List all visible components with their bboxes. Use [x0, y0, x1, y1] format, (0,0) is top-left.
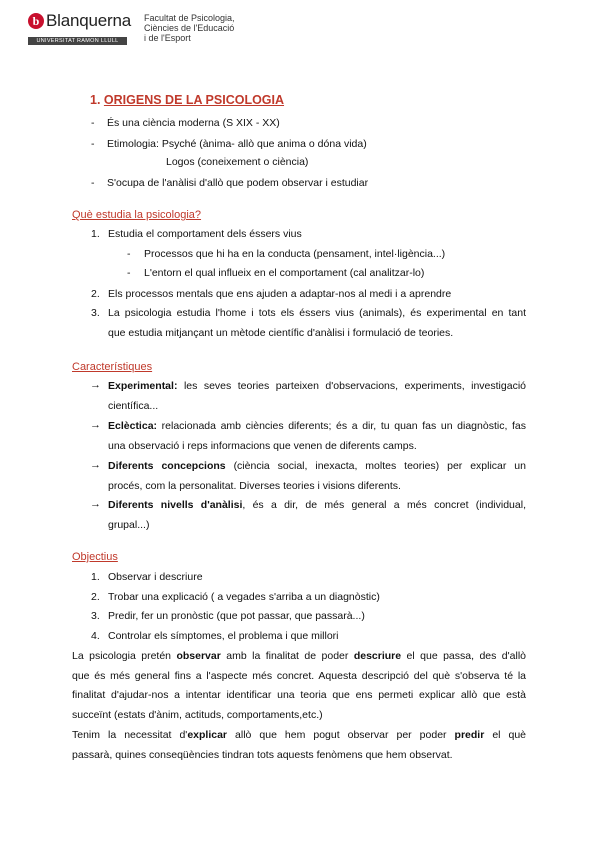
- char-4-label: Diferents nivells d'anàlisi: [108, 499, 243, 511]
- study-sub-2: L'entorn el qual influeix en el comportament (cal analitzar-lo): [144, 267, 425, 279]
- char-1-label: Experimental:: [108, 380, 178, 392]
- p2-text-a: Tenim la necessitat d': [72, 729, 188, 741]
- paragraph-1-line-3: finalitat d'ajudar-nos a intentar identificar una teoria que ens permeti explicar allò que està: [72, 689, 526, 701]
- char-4-line-1: [108, 499, 526, 512]
- logo-mark-icon: b: [28, 13, 44, 29]
- objective-3: Predir, fer un pronòstic (que pot passar, que passarà...): [108, 610, 365, 622]
- paragraph-1-line-1: [72, 650, 526, 663]
- p1-text-a: La psicologia pretén: [72, 650, 172, 662]
- char-4-text: , és a dir, de més general a més concret (individual,: [242, 499, 526, 511]
- origins-item-1: És una ciència moderna (S XIX - XX): [107, 117, 280, 129]
- bullet-dash: -: [91, 138, 95, 150]
- char-3-line-1: [108, 460, 526, 473]
- char-2-line-1: [108, 420, 526, 433]
- char-4-line-2: grupal...): [108, 519, 150, 531]
- section-heading-study: Què estudia la psicologia?: [72, 209, 202, 221]
- study-item-3b: que estudia mitjançant un mètode científic d'anàlisi i formulació de teories.: [108, 327, 454, 339]
- char-3-text: (ciència social, inexacta, moltes teories) per explicar un: [233, 460, 526, 472]
- faculty-line-1: Facultat de Psicologia,: [144, 13, 235, 23]
- page-title: [90, 93, 284, 107]
- arrow-right-icon: →: [90, 498, 101, 510]
- p2-bold-predir: predir: [454, 729, 485, 741]
- section-heading-characteristics: Característiques: [72, 361, 153, 373]
- study-item-2: Els processos mentals que ens ajuden a adaptar-nos al medi i a aprendre: [108, 288, 452, 300]
- bullet-dash: -: [127, 267, 131, 279]
- blanquerna-logo: [28, 11, 131, 45]
- char-2-line-2: una observació i reps informacions que venen de diferents camps.: [108, 440, 417, 452]
- origins-item-2: Etimologia: Psyché (ànima- allò que anima o dóna vida): [107, 138, 367, 150]
- arrow-right-icon: →: [90, 419, 101, 431]
- paragraph-2-line-2: passarà, quines conseqüències tindran tots aquests fenòmens que hem observat.: [72, 749, 453, 761]
- section-heading-objectives: Objectius: [72, 551, 118, 563]
- list-number: 2.: [91, 288, 100, 300]
- faculty-line-3: i de l'Esport: [144, 33, 191, 43]
- bullet-dash: -: [127, 248, 131, 260]
- char-2-label: Eclèctica:: [108, 420, 158, 432]
- p1-bold-descriure: descriure: [353, 650, 402, 662]
- study-item-1: Estudia el comportament dels éssers vius: [108, 228, 302, 240]
- p2-bold-explicar: explicar: [187, 729, 228, 741]
- arrow-right-icon: →: [90, 459, 101, 471]
- paragraph-2-line-1: [72, 729, 526, 742]
- logo-subtitle: UNIVERSITAT RAMON LLULL: [28, 37, 127, 45]
- origins-item-2b: Logos (coneixement o ciència): [166, 156, 309, 168]
- list-number: 2.: [91, 591, 100, 603]
- faculty-name: [144, 13, 254, 43]
- p2-text-d: el què: [492, 729, 527, 741]
- study-sub-1: Processos que hi ha en la conducta (pensament, intel·ligència...): [144, 248, 446, 260]
- list-number: 1.: [91, 228, 100, 240]
- list-number: 3.: [91, 307, 100, 319]
- objective-1: Observar i descriure: [108, 571, 203, 583]
- char-3-line-2: procés, com la personalitat. Diverses teories i visions diferents.: [108, 480, 401, 492]
- faculty-line-2: Ciències de l'Educació: [144, 23, 235, 33]
- arrow-right-icon: →: [90, 379, 101, 391]
- logo-name: Blanquerna: [46, 11, 131, 30]
- char-1-line-2: científica...: [108, 400, 159, 412]
- char-1-line-1: [108, 380, 526, 393]
- p2-text-c: allò que hem pogut observar per poder: [235, 729, 447, 741]
- paragraph-1-line-2: que és més general fins a l'aspecte més concret. Aquesta descripció del què s'observa té la: [72, 670, 526, 682]
- study-item-3a: La psicologia estudia l'home i tots els éssers vius (animals), és experimental en tant: [108, 307, 526, 319]
- char-1-text: les seves teories parteixen d'observacions, experiments, investigació: [183, 380, 526, 392]
- objective-4: Controlar els símptomes, el problema i que millori: [108, 630, 339, 642]
- list-number: 1.: [91, 571, 100, 583]
- char-3-label: Diferents concepcions: [108, 460, 226, 472]
- bullet-dash: -: [91, 177, 95, 189]
- paragraph-1-line-4: succeïnt (estats d'ànim, actituds, comportaments,etc.): [72, 709, 323, 721]
- bullet-dash: -: [91, 117, 95, 129]
- title-text: ORIGENS DE LA PSICOLOGIA: [103, 93, 285, 107]
- objective-2: Trobar una explicació ( a vegades s'arriba a un diagnòstic): [108, 591, 380, 603]
- p1-bold-observar: observar: [176, 650, 221, 662]
- char-2-text: relacionada amb ciències diferents; és a dir, tu quan fas un diagnòstic, fas: [161, 420, 526, 432]
- p1-text-c: amb la finalitat de poder: [226, 650, 349, 662]
- title-number: 1.: [90, 93, 101, 107]
- origins-item-3: S'ocupa de l'anàlisi d'allò que podem observar i estudiar: [107, 177, 369, 189]
- list-number: 4.: [91, 630, 100, 642]
- p1-text-d: el que passa, des d'allò: [406, 650, 526, 662]
- list-number: 3.: [91, 610, 100, 622]
